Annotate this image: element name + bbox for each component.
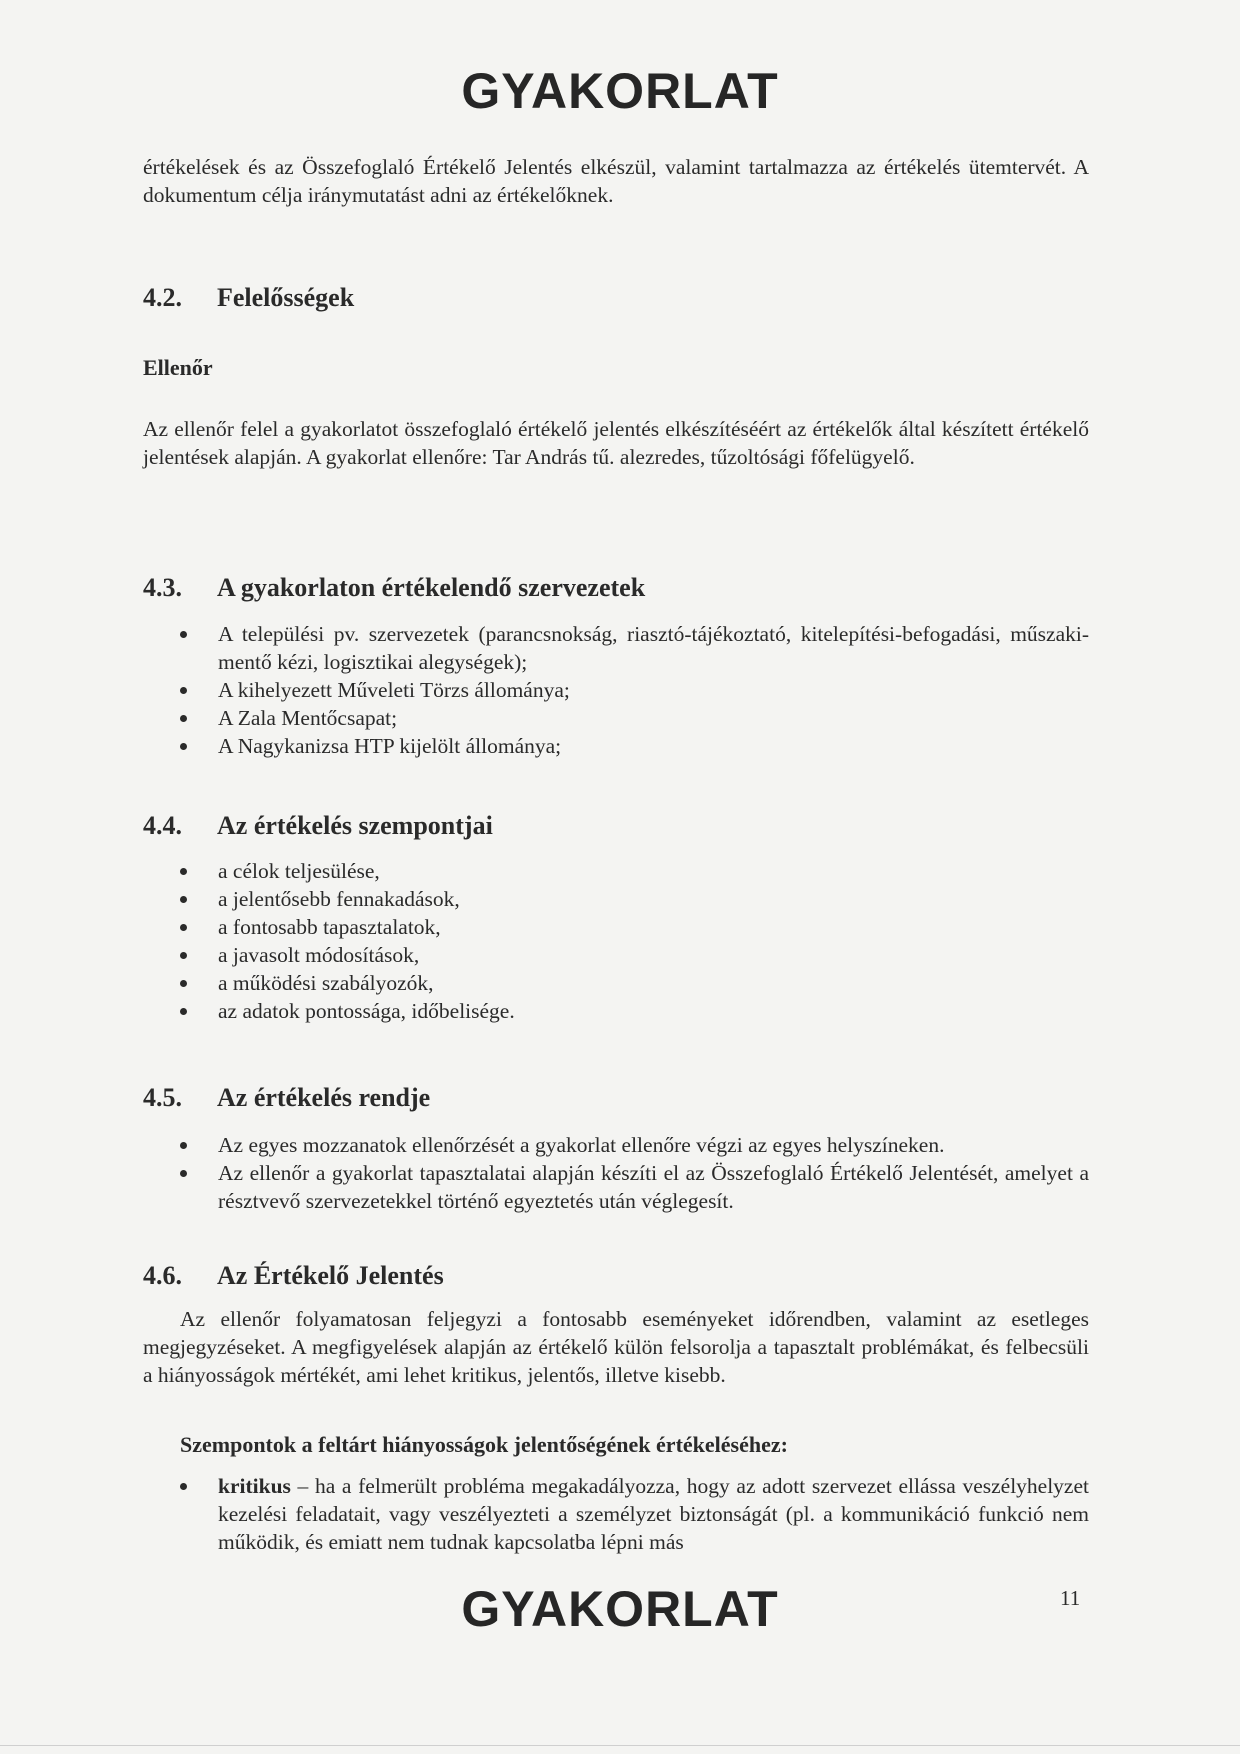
page-number: 11 <box>1060 1586 1081 1610</box>
section-title-text: A gyakorlaton értékelendő szervezetek <box>217 573 646 602</box>
list-item: A települési pv. szervezetek (parancsnokság, riasztó-tájékoztató, kitelepítési-befogadási, műszaki-mentő kézi, logisztikai alegységek); <box>180 620 1089 676</box>
subsection-title-ellenor: Ellenőr <box>143 355 213 380</box>
section-heading-4-4 <box>143 811 493 841</box>
list-item: A kihelyezett Műveleti Törzs állománya; <box>180 676 1089 704</box>
criteria-list <box>180 857 1089 1025</box>
section-title-text: Az Értékelő Jelentés <box>217 1261 444 1290</box>
section-title-text: Felelősségek <box>217 283 355 312</box>
responsibilities-paragraph: Az ellenőr felel a gyakorlatot összefoglaló értékelő jelentés elkészítéséért az értékelők által készített értékelő jelentések alapján. A gyakorlat ellenőre: Tar András tű. alezredes, tűzoltósági főfelügyelő. <box>143 417 1089 469</box>
section-title-text: Az értékelés szempontjai <box>217 811 493 840</box>
organizations-list <box>180 620 1089 760</box>
footer-banner: GYAKORLAT <box>461 1581 779 1637</box>
section-heading-4-6 <box>143 1261 444 1291</box>
section-title-text: Az értékelés rendje <box>217 1083 431 1112</box>
list-item: az adatok pontossága, időbelisége. <box>180 997 1089 1025</box>
list-item: a javasolt módosítások, <box>180 941 1089 969</box>
criterion-text: – ha a felmerült probléma megakadályozza, hogy az adott szervezet ellássa veszélyhelyzet kezelési feladatait, vagy veszélyezteti a személyzet biztonságát (pl. a kommunikáció funkció nem működik, és emiatt nem tudnak kapcsolatba lépni más <box>218 1474 1089 1554</box>
section-number: 4.6. <box>143 1261 182 1290</box>
list-item: a jelentősebb fennakadások, <box>180 885 1089 913</box>
list-item: a működési szabályozók, <box>180 969 1089 997</box>
criterion-term: kritikus <box>218 1474 291 1498</box>
criteria-heading: Szempontok a feltárt hiányosságok jelentőségének értékeléséhez: <box>180 1432 788 1457</box>
list-item: Az egyes mozzanatok ellenőrzését a gyakorlat ellenőre végzi az egyes helyszíneken. <box>180 1131 1089 1159</box>
section-heading-4-3 <box>143 573 645 603</box>
section-number: 4.4. <box>143 811 182 840</box>
list-item: A Zala Mentőcsapat; <box>180 704 1089 732</box>
list-item <box>180 1472 1089 1556</box>
section-heading-4-5 <box>143 1083 430 1113</box>
list-item: a fontosabb tapasztalatok, <box>180 913 1089 941</box>
intro-paragraph: értékelések és az Összefoglaló Értékelő Jelentés elkészül, valamint tartalmazza az értékelés ütemtervét. A dokumentum célja iránymutatást adni az értékelőknek. <box>143 155 1089 207</box>
list-item: Az ellenőr a gyakorlat tapasztalatai alapján készíti el az Összefoglaló Értékelő Jelentését, amelyet a résztvevő szervezetekkel történő egyeztetés után véglegesít. <box>180 1159 1089 1215</box>
severity-criteria-list <box>180 1472 1089 1556</box>
section-number: 4.2. <box>143 283 182 312</box>
header-banner: GYAKORLAT <box>461 63 779 119</box>
section-heading-4-2 <box>143 283 354 313</box>
scan-edge-line <box>0 1745 1240 1746</box>
section-number: 4.3. <box>143 573 182 602</box>
list-item: A Nagykanizsa HTP kijelölt állománya; <box>180 732 1089 760</box>
list-item: a célok teljesülése, <box>180 857 1089 885</box>
evaluation-order-list <box>180 1131 1089 1215</box>
section-number: 4.5. <box>143 1083 182 1112</box>
report-paragraph: Az ellenőr folyamatosan feljegyzi a fontosabb eseményeket időrendben, valamint az esetleges megjegyzéseket. A megfigyelések alapján az értékelő külön felsorolja a tapasztalt problémákat, és felbecsüli a hiányosságok mértékét, ami lehet kritikus, jelentős, illetve kisebb. <box>143 1307 1089 1387</box>
